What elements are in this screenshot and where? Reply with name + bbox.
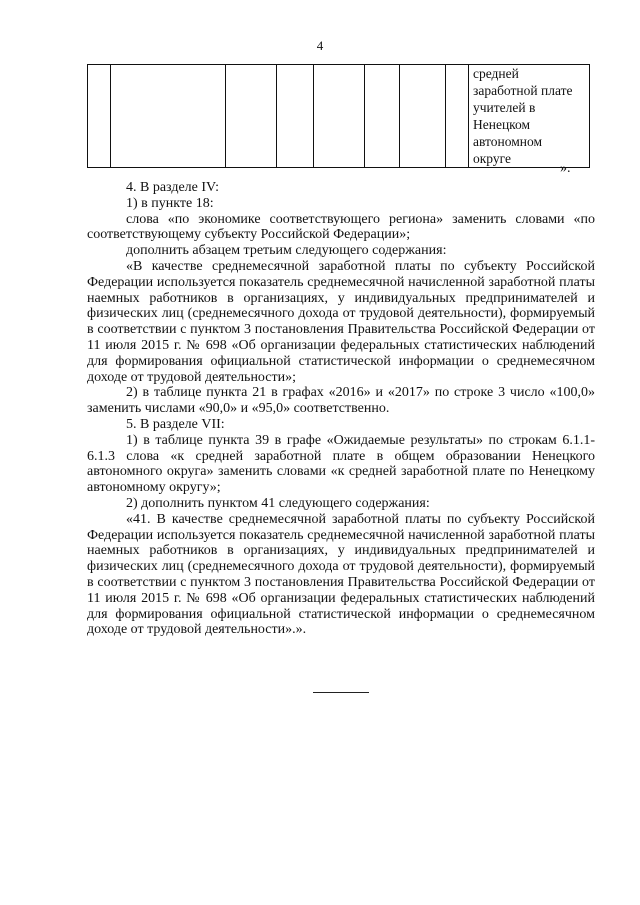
document-body [87,180,595,638]
cell-line: автономном [473,134,543,149]
continued-table [87,64,590,168]
paragraph: дополнить абзацем третьим следующего содержания: [126,243,447,259]
paragraph: «В качестве среднемесячной заработной платы по субъекту Российской Федерации используется показатель среднемесячной начисленной заработной платы наемных работников в организациях, у индивидуальных предпринимателей и физических лиц (среднемесячного дохода от трудовой деятельности), формируемый в соответствии с пунктом 3 постановления Правительства Российской Федерации от 11 июля 2015 г. № 698 «Об организации федеральных статистических наблюдений для формирования официальной статистической информации о среднемесячном доходе от трудовой деятельности»; [87,258,595,385]
paragraph: 2) в таблице пункта 21 в графах «2016» и «2017» по строке 3 число «100,0» заменить числами «90,0» и «95,0» соответственно. [87,385,595,417]
paragraph: 1) в пункте 18: [126,195,214,211]
table-cell [314,65,365,168]
cell-line: средней [473,66,519,81]
table-cell [365,65,400,168]
cell-line: Ненецком [473,117,531,132]
end-divider [313,692,369,693]
cell-line: заработной плате [473,83,573,98]
paragraph: 1) в таблице пункта 39 в графе «Ожидаемые результаты» по строкам 6.1.1-6.1.3 слова «к средней заработной плате в общем образовании Ненецкого автономного округа» заменить словами «к средней заработной плате по Ненецкому автономному округу»; [87,432,595,496]
table-cell [226,65,277,168]
table-cell [277,65,314,168]
table-cell [88,65,111,168]
table-cell [446,65,469,168]
cell-line: учителей в [473,100,536,115]
quote-end: ». [560,161,571,176]
paragraph: слова «по экономике соответствующего региона» заменить словами «по соответствующему субъекту Российской Федерации»; [87,211,595,243]
section-heading: 4. В разделе IV: [126,180,219,195]
table-cell [111,65,226,168]
cell-line: округе [473,151,511,166]
section-heading: 5. В разделе VII: [126,416,225,432]
paragraph: 2) дополнить пунктом 41 следующего содержания: [126,495,430,511]
page-number: 4 [316,38,324,53]
table-row [88,65,590,168]
paragraph: «41. В качестве среднемесячной заработной платы по субъекту Российской Федерации используется показатель среднемесячной начисленной заработной платы наемных работников в организациях, у индивидуальных предпринимателей и физических лиц (среднемесячного дохода от трудовой деятельности), формируемый в соответствии с пунктом 3 постановления Правительства Российской Федерации от 11 июля 2015 г. № 698 «Об организации федеральных статистических наблюдений для формирования официальной статистической информации о среднемесячном доходе от трудовой деятельности».». [87,511,595,638]
table-cell [400,65,446,168]
expected-results-cell [469,65,590,168]
